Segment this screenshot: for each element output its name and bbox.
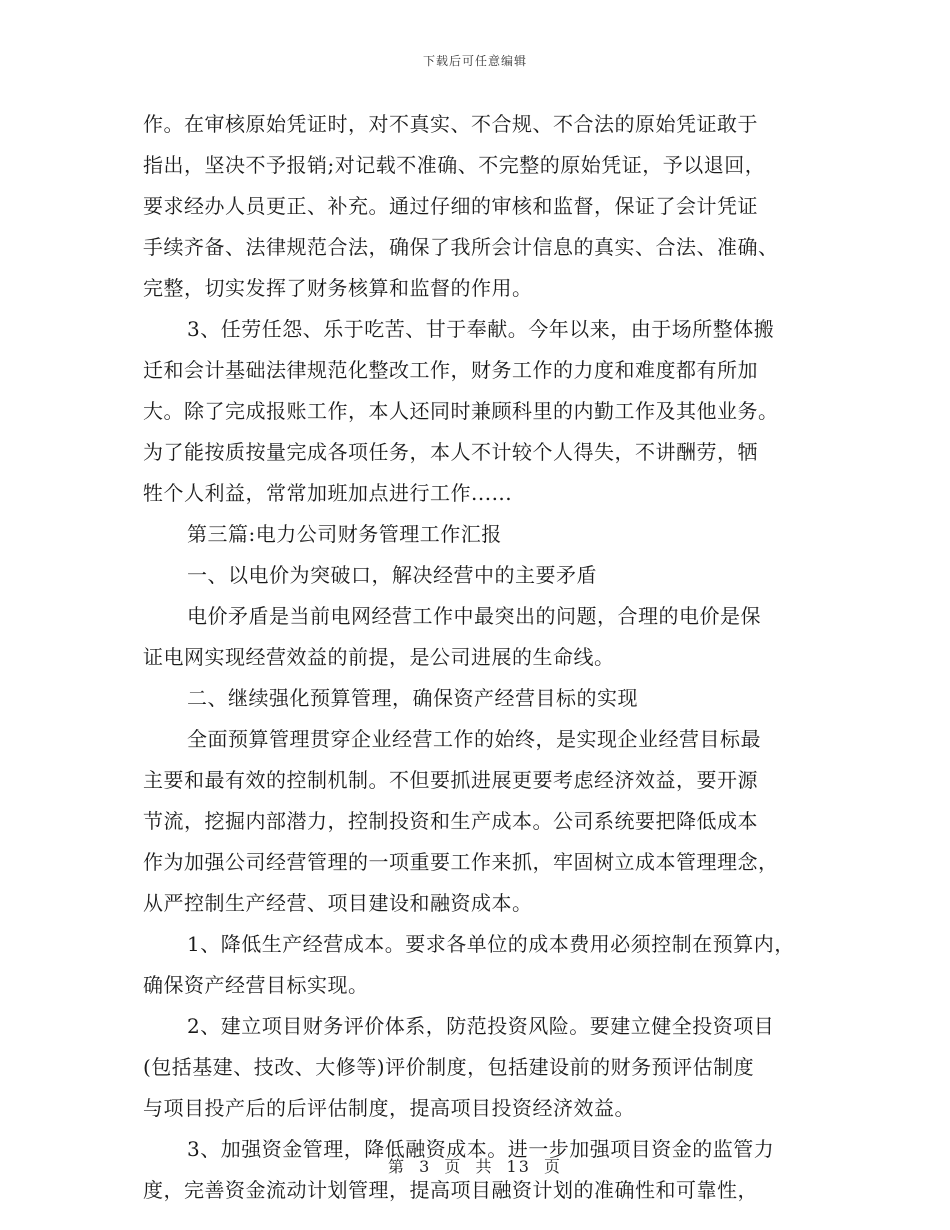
text-line: 为了能按质按量完成各项任务，本人不计较个人得失，不讲酬劳，牺	[143, 440, 758, 464]
text-line: 全面预算管理贯穿企业经营工作的始终，是实现企业经营目标最	[187, 727, 761, 751]
text-line: 完整，切实发挥了财务核算和监督的作用。	[143, 276, 533, 300]
text-line: 手续齐备、法律规范合法，确保了我所会计信息的真实、合法、准确、	[143, 235, 779, 259]
text-line: 作为加强公司经营管理的一项重要工作来抓，牢固树立成本管理理念，	[143, 850, 779, 874]
text-line: (包括基建、技改、大修等)评价制度，包括建设前的财务预评估制度	[143, 1055, 755, 1079]
text-line: 节流，挖掘内部潜力，控制投资和生产成本。公司系统要把降低成本	[143, 809, 758, 833]
text-line: 3、加强资金管理，降低融资成本。进一步加强项目资金的监管力	[187, 1137, 775, 1161]
text-line: 要求经办人员更正、补充。通过仔细的审核和监督，保证了会计凭证	[143, 194, 758, 218]
text-line: 一、以电价为突破口，解决经营中的主要矛盾	[187, 563, 597, 587]
text-line: 第三篇:电力公司财务管理工作汇报	[187, 522, 502, 546]
text-line: 主要和最有效的控制机制。不但要抓进展更要考虑经济效益，要开源	[143, 768, 758, 792]
document-body	[143, 104, 823, 1211]
text-line: 3、任劳任怨、乐于吃苦、甘于奉献。今年以来，由于场所整体搬	[187, 317, 775, 341]
text-line: 电价矛盾是当前电网经营工作中最突出的问题，合理的电价是保	[187, 604, 761, 628]
text-line: 与项目投产后的后评估制度，提高项目投资经济效益。	[143, 1096, 635, 1120]
text-line: 指出，坚决不予报销;对记载不准确、不完整的原始凭证，予以退回，	[143, 153, 766, 177]
text-line: 从严控制生产经营、项目建设和融资成本。	[143, 891, 533, 915]
text-line: 迁和会计基础法律规范化整改工作，财务工作的力度和难度都有所加	[143, 358, 758, 382]
text-line: 2、建立项目财务评价体系，防范投资风险。要建立健全投资项目	[187, 1014, 775, 1038]
page-header: 下载后可任意编辑	[422, 54, 527, 68]
text-line: 二、继续强化预算管理，确保资产经营目标的实现	[187, 686, 638, 710]
text-line: 证电网实现经营效益的前提，是公司进展的生命线。	[143, 645, 615, 669]
text-line: 确保资产经营目标实现。	[143, 973, 369, 997]
text-line: 度，完善资金流动计划管理，提高项目融资计划的准确性和可靠性，	[143, 1178, 758, 1202]
text-line: 大。除了完成报账工作，本人还同时兼顾科里的内勤工作及其他业务。	[143, 399, 779, 423]
text-line: 1、降低生产经营成本。要求各单位的成本费用必须控制在预算内，	[187, 932, 795, 956]
page-footer: 第 3 页 共 13 页	[388, 1157, 562, 1176]
text-line: 牲个人利益，常常加班加点进行工作......	[143, 481, 513, 505]
text-line: 作。在审核原始凭证时，对不真实、不合规、不合法的原始凭证敢于	[143, 112, 758, 136]
